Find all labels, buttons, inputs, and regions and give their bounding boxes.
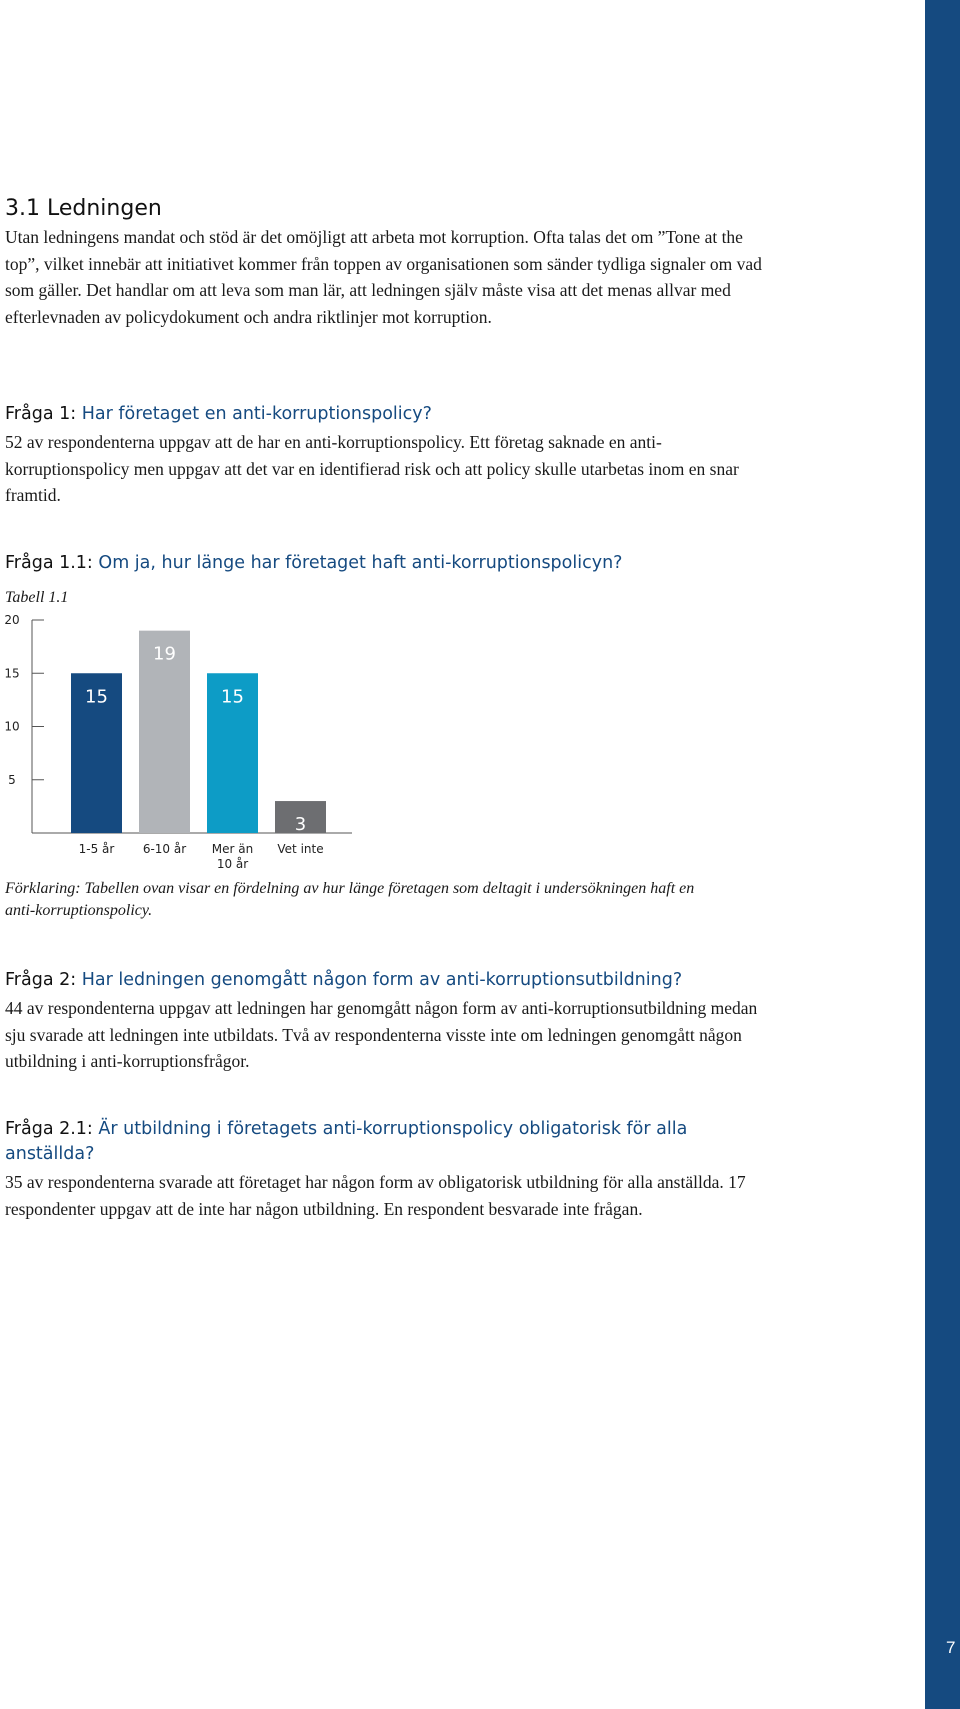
question-1-1-heading	[5, 551, 705, 576]
x-category-label	[277, 842, 323, 856]
page-sidebar	[925, 0, 960, 1709]
question-2-1-prefix: Fråga 2.1:	[5, 1119, 93, 1139]
bar-data-label: 15	[85, 686, 108, 708]
question-2-1-answer: 35 av respondenterna svarade att företaget har någon form av obligatorisk utbildning för alla anställda. 17 respondenter uppgav att de inte har någon utbildning. En respondent besvarade inte frågan.	[5, 1172, 746, 1219]
question-1-heading	[5, 402, 705, 427]
x-category-label	[212, 842, 253, 871]
question-1-1-prefix: Fråga 1.1:	[5, 553, 93, 573]
question-2-1-heading	[5, 1117, 705, 1167]
bar-data-label: 15	[221, 686, 244, 708]
section-intro: Utan ledningens mandat och stöd är det omöjligt att arbeta mot korruption. Ofta talas det om ”Tone at the top”, vilket innebär att initiativet kommer från toppen av organisationen som sänder tydliga signaler om vad som gäller. Det handlar om att leva som man lär, att ledningen själv måste visa att det menas allvar med efterlevnaden av policydokument och andra riktlinjer mot korruption.	[5, 227, 762, 327]
x-category-label	[79, 842, 115, 856]
bar-data-label: 3	[294, 814, 307, 836]
y-tick-label: 10	[4, 719, 20, 734]
x-category-label-line: 10 år	[216, 857, 249, 871]
chart-caption: Förklaring: Tabellen ovan visar en fördelning av hur länge företagen som deltagit i undersökningen haft en anti-korruptionspolicy.	[5, 880, 695, 919]
y-tick-label: 5	[8, 772, 16, 787]
question-2-1-text: Är utbildning i företagets anti-korruptionspolicy obligatorisk för alla anställda?	[5, 1119, 688, 1164]
x-category-label-line: 6-10 år	[142, 842, 187, 856]
table-label: Tabell 1.1	[5, 589, 69, 606]
question-2-prefix: Fråga 2:	[5, 970, 77, 990]
bar-data-label: 19	[153, 643, 176, 665]
x-category-label-line: Vet inte	[277, 842, 324, 856]
question-1-text: Har företaget en anti-korruptionspolicy?	[81, 404, 432, 424]
y-tick-label: 15	[4, 666, 20, 681]
question-2-answer: 44 av respondenterna uppgav att ledningen har genomgått någon form av anti-korruptionsutbildning medan sju svarade att ledningen inte utbildats. Två av respondenterna visste inte om ledningen genomgått någon utbildning i anti-korruptionsfrågor.	[5, 998, 758, 1071]
bar-chart	[0, 610, 400, 880]
question-1-answer: 52 av respondenterna uppgav att de har en anti-korruptionspolicy. Ett företag saknade en anti-korruptionspolicy men uppgav att det var en identifierad risk och att policy skulle utarbetas inom en snar framtid.	[5, 432, 739, 505]
question-2-text: Har ledningen genomgått någon form av anti-korruptionsutbildning?	[81, 970, 683, 990]
page-number: 7	[946, 1638, 956, 1657]
question-1-1-text: Om ja, hur länge har företaget haft anti-korruptionspolicyn?	[98, 553, 623, 573]
chart-bars	[71, 631, 326, 871]
x-category-label-line: 1-5 år	[78, 842, 115, 856]
y-tick-label: 20	[4, 613, 20, 627]
section-title: 3.1 Ledningen	[5, 196, 162, 221]
question-1-prefix: Fråga 1:	[5, 404, 77, 424]
x-category-label-line: Mer än	[211, 842, 254, 856]
question-2-heading	[5, 968, 705, 993]
x-category-label	[143, 842, 186, 856]
